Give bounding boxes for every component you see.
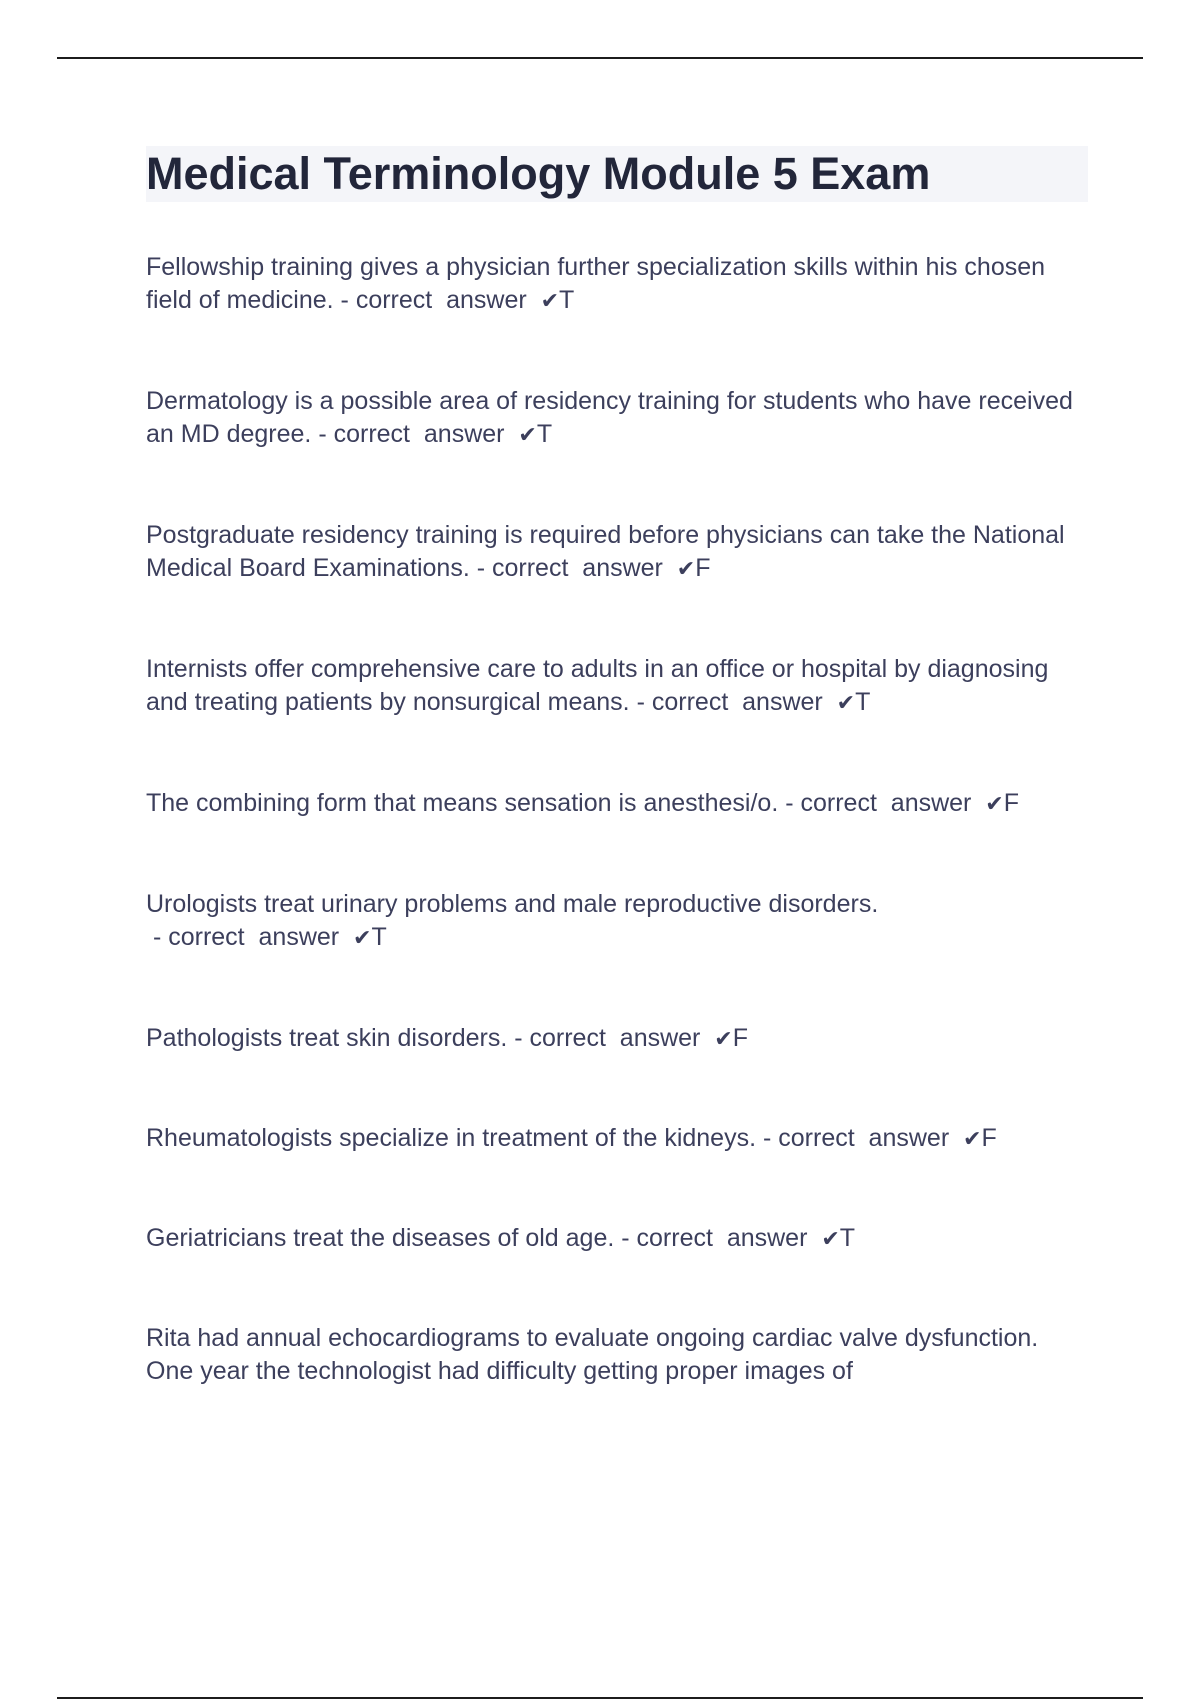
check-mark-icon: ✔ xyxy=(821,1227,840,1252)
check-mark-icon: ✔ xyxy=(676,557,696,582)
question-item-1 xyxy=(146,251,1086,318)
answer-value: T xyxy=(839,1224,856,1252)
question-text: Dermatology is a possible area of residency training for students who have received an MD degree. xyxy=(146,387,1073,448)
answer-value: F xyxy=(1003,789,1019,817)
question-text: Rita had annual echocardiograms to evaluate ongoing cardiac valve dysfunction. One year the technologist had difficulty getting proper images of xyxy=(146,1324,1039,1385)
check-mark-icon: ✔ xyxy=(985,792,1004,817)
answer-value: F xyxy=(732,1024,748,1052)
question-item-3 xyxy=(146,519,1086,586)
question-item-10 xyxy=(146,1322,1086,1388)
answer-value: T xyxy=(855,688,871,716)
answer-prefix: - correct answer xyxy=(629,688,837,716)
question-text: Pathologists treat skin disorders. xyxy=(146,1024,508,1052)
answer-value: F xyxy=(695,554,711,582)
top-rule xyxy=(57,57,1143,59)
question-item-6 xyxy=(146,888,1086,955)
check-mark-icon: ✔ xyxy=(518,423,537,448)
question-text: Geriatricians treat the diseases of old age. xyxy=(146,1224,615,1252)
question-text: Urologists treat urinary problems and male reproductive disorders. xyxy=(146,890,879,918)
answer-prefix: - correct answer xyxy=(311,420,519,448)
bottom-rule xyxy=(57,1697,1143,1699)
question-text: Rheumatologists specialize in treatment of the kidneys. xyxy=(146,1124,757,1152)
answer-prefix: - correct answer xyxy=(469,554,677,582)
page-title: Medical Terminology Module 5 Exam xyxy=(146,148,931,199)
answer-prefix: - correct answer xyxy=(333,286,541,314)
check-mark-icon: ✔ xyxy=(836,691,856,716)
question-item-5 xyxy=(146,787,1086,821)
answer-prefix: - correct answer xyxy=(146,923,353,951)
answer-prefix: - correct answer xyxy=(756,1124,964,1152)
answer-value: T xyxy=(536,420,553,448)
answer-value: F xyxy=(981,1124,997,1152)
answer-prefix: - correct answer xyxy=(614,1224,822,1252)
question-item-8 xyxy=(146,1122,1086,1156)
check-mark-icon: ✔ xyxy=(714,1027,733,1052)
answer-prefix: - correct answer xyxy=(778,789,986,817)
check-mark-icon: ✔ xyxy=(353,926,372,951)
question-text: Fellowship training gives a physician further specialization skills within his chosen field of medicine. xyxy=(146,253,1046,314)
question-text: Internists offer comprehensive care to adults in an office or hospital by diagnosing and treating patients by nonsurgical means. xyxy=(146,655,1049,716)
answer-value: T xyxy=(559,286,575,314)
question-text: Postgraduate residency training is required before physicians can take the National Medical Board Examinations. xyxy=(146,521,1065,582)
answer-value: T xyxy=(371,923,387,951)
answer-prefix: - correct answer xyxy=(507,1024,715,1052)
check-mark-icon: ✔ xyxy=(963,1127,982,1152)
question-text: The combining form that means sensation is anesthesi/o. xyxy=(146,789,779,817)
question-list xyxy=(146,251,1086,1388)
question-item-2 xyxy=(146,385,1086,452)
check-mark-icon: ✔ xyxy=(540,289,560,314)
question-item-4 xyxy=(146,653,1086,720)
question-item-9 xyxy=(146,1222,1086,1256)
title-banner xyxy=(146,146,1088,202)
question-item-7 xyxy=(146,1022,1086,1056)
